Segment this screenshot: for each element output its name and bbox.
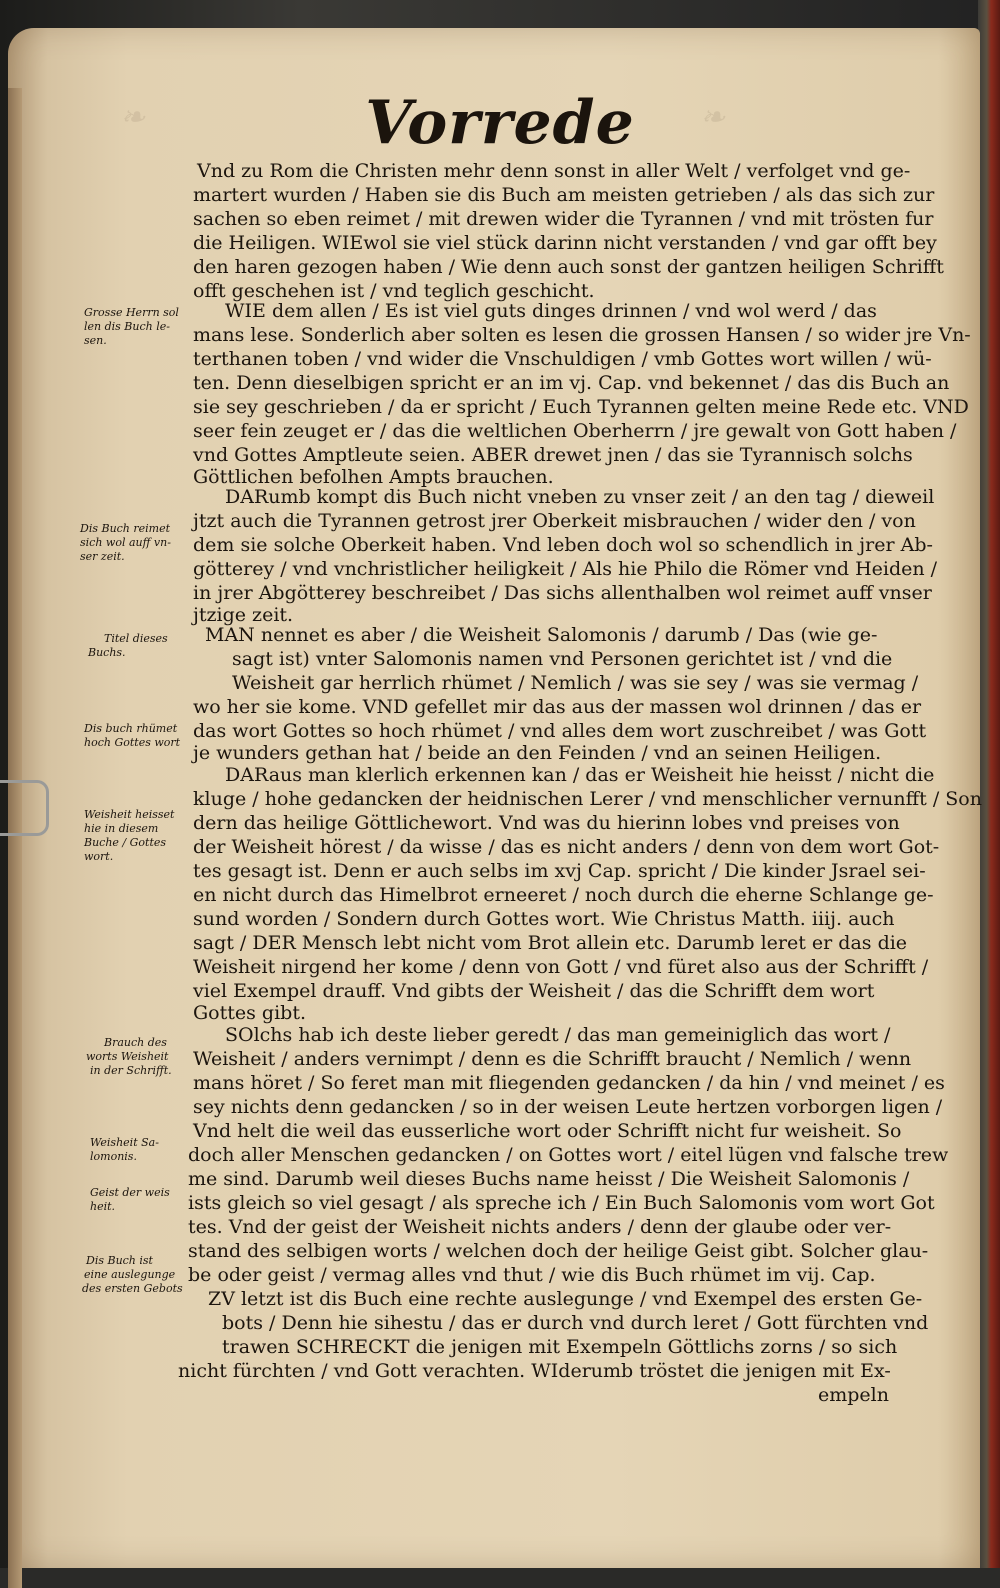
margin-note: Dis Buch ist (86, 1254, 153, 1267)
text-line: be oder geist / vermag alles vnd thut / wie dis Buch rhümet im vij. Cap. (188, 1264, 876, 1286)
text-line: götterey / vnd vnchristlicher heiligkeit / Als hie Philo die Römer vnd Heiden / (193, 558, 938, 580)
bleed-through-left: ❧ (120, 100, 146, 135)
margin-note: hoch Gottes wort (84, 736, 181, 749)
text-line: Weisheit / anders vernimpt / denn es die Schrifft braucht / Nemlich / wenn (193, 1048, 912, 1070)
text-line: ten. Denn dieselbigen spricht er an im vj. Cap. vnd bekennet / das dis Buch an (193, 372, 950, 394)
text-line: Göttlichen befolhen Ampts brauchen. (193, 466, 554, 488)
text-line: tes gesagt ist. Denn er auch selbs im xvj Cap. spricht / Die kinder Jsrael sei- (193, 860, 926, 882)
text-line: Weisheit nirgend her kome / denn von Gott / vnd füret also aus der Schrifft / (193, 956, 929, 978)
text-line: Vnd zu Rom die Christen mehr denn sonst in aller Welt / verfolget vnd ge- (197, 160, 911, 182)
margin-note: Geist der weis (90, 1186, 170, 1199)
text-line: in jrer Abgötterey beschreibet / Das sichs allenthalben wol reimet auff vnser (193, 582, 932, 604)
text-line: sund worden / Sondern durch Gottes wort. Wie Christus Matth. iiij. auch (193, 908, 895, 930)
margin-note: des ersten Gebots (82, 1282, 183, 1295)
margin-note: Weisheit heisset (84, 808, 175, 821)
margin-note: hie in diesem (84, 822, 159, 835)
text-line: nicht fürchten / vnd Gott verachten. WIderumb tröstet die jenigen mit Ex- (178, 1360, 891, 1382)
margin-note: Weisheit Sa- (90, 1136, 159, 1149)
margin-note: Buchs. (88, 646, 126, 659)
text-line: dem sie solche Oberkeit haben. Vnd leben doch wol so schendlich in jrer Ab- (193, 534, 933, 556)
text-line: terthanen toben / vnd wider die Vnschuldigen / vmb Gottes wort willen / wü- (193, 348, 932, 370)
text-line: ZV letzt ist dis Buch eine rechte auslegunge / vnd Exempel des ersten Ge- (208, 1288, 923, 1310)
margin-note: ser zeit. (80, 550, 125, 563)
text-line: jtzige zeit. (193, 604, 294, 626)
text-line: viel Exempel drauff. Vnd gibts der Weisheit / das die Schrifft dem wort (193, 980, 875, 1002)
text-line: sagt / DER Mensch lebt nicht vom Brot allein etc. Darumb leret er das die (193, 932, 908, 954)
text-line: dern das heilige Göttlichewort. Vnd was du hierinn lobes vnd preises von (193, 812, 900, 834)
catchword: empeln (818, 1384, 889, 1406)
text-line: tes. Vnd der geist der Weisheit nichts anders / denn der glaube oder ver- (188, 1216, 892, 1238)
margin-note: Grosse Herrn sol (84, 306, 179, 319)
margin-note: Titel dieses (104, 632, 168, 645)
text-line: me sind. Darumb weil dieses Buchs name heisst / Die Weisheit Salomonis / (188, 1168, 910, 1190)
text-line: trawen SCHRECKT die jenigen mit Exempeln Göttlichs zorns / so sich (222, 1336, 898, 1358)
text-line: ists gleich so viel gesagt / als spreche ich / Ein Buch Salomonis vom wort Got (188, 1192, 935, 1214)
text-line: offt geschehen ist / vnd teglich geschicht. (193, 280, 595, 302)
text-line: je wunders gethan hat / beide an den Feinden / vnd an seinen Heiligen. (193, 742, 882, 764)
text-line: WIE dem allen / Es ist viel guts dinges drinnen / vnd wol werd / das (225, 300, 877, 322)
text-line: en nicht durch das Himelbrot erneeret / noch durch die eherne Schlange ge- (193, 884, 934, 906)
text-line: mans höret / So feret man mit fliegenden gedancken / da hin / vnd meinet / es (193, 1072, 945, 1094)
text-line: mans lese. Sonderlich aber solten es lesen die grossen Hansen / so wider jre Vn- (193, 324, 971, 346)
margin-note: Dis Buch reimet (80, 522, 171, 535)
margin-note: wort. (84, 850, 114, 863)
margin-note: lomonis. (90, 1150, 137, 1163)
margin-note: sich wol auff vn- (80, 536, 171, 549)
text-line: der Weisheit hörest / da wisse / das es nicht anders / denn von dem wort Got- (193, 836, 940, 858)
text-line: stand des selbigen worts / welchen doch der heilige Geist gibt. Solcher glau- (188, 1240, 929, 1262)
text-line: kluge / hohe gedancken der heidnischen Lerer / vnd menschlicher vernunfft / Son (193, 788, 982, 810)
text-line: sachen so eben reimet / mit drewen wider die Tyrannen / vnd mit trösten fur (193, 208, 934, 230)
text-line: SOlchs hab ich deste lieber geredt / das man gemeiniglich das wort / (225, 1024, 891, 1046)
text-line: das wort Gottes so hoch rhümet / vnd alles dem wort zuschreibet / was Gott (193, 720, 927, 742)
margin-note: in der Schrifft. (90, 1064, 172, 1077)
margin-note: Buche / Gottes (84, 836, 167, 849)
margin-note: len dis Buch le- (84, 320, 170, 333)
margin-note: eine auslegunge (84, 1268, 176, 1281)
text-line: wo her sie kome. VND gefellet mir das aus der massen wol drinnen / das er (193, 696, 922, 718)
text-line: sagt ist) vnter Salomonis namen vnd Personen gerichtet ist / vnd die (232, 648, 893, 670)
text-line: DARaus man klerlich erkennen kan / das er Weisheit hie heisst / nicht die (225, 764, 935, 786)
bleed-through-right: ❧ (700, 100, 726, 135)
margin-note: Dis buch rhümet (84, 722, 178, 735)
margin-note: heit. (90, 1200, 116, 1213)
text-line: den haren gezogen haben / Wie denn auch sonst der gantzen heiligen Schrifft (193, 256, 944, 278)
text-line: sie sey geschrieben / da er spricht / Euch Tyrannen gelten meine Rede etc. VND (193, 396, 969, 418)
text-line: martert wurden / Haben sie dis Buch am meisten getrieben / als das sich zur (193, 184, 935, 206)
text-line: sey nichts denn gedancken / so in der weisen Leute hertzen vorborgen ligen / (193, 1096, 943, 1118)
text-line: doch aller Menschen gedancken / on Gottes wort / eitel lügen vnd falsche trew (188, 1144, 949, 1166)
text-line: DARumb kompt dis Buch nicht vneben zu vnser zeit / an den tag / dieweil (225, 486, 935, 508)
text-line: Weisheit gar herrlich rhümet / Nemlich / was sie sey / was sie vermag / (232, 672, 919, 694)
text-line: Gottes gibt. (193, 1002, 306, 1024)
margin-note: sen. (84, 334, 107, 347)
text-line: jtzt auch die Tyrannen getrost jrer Oberkeit misbrauchen / wider den / von (193, 510, 916, 532)
text-line: die Heiligen. WIEwol sie viel stück darinn nicht verstanden / vnd gar offt bey (193, 232, 937, 254)
text-line: seer fein zeuget er / das die weltlichen Oberherrn / jre gewalt von Gott haben / (193, 420, 957, 442)
page-title: Vorrede (365, 88, 635, 158)
text-line: Vnd helt die weil das eusserliche wort oder Schrifft nicht fur weisheit. So (193, 1120, 902, 1142)
margin-note: Brauch des (104, 1036, 167, 1049)
text-line: bots / Denn hie sihestu / das er durch vnd durch leret / Gott fürchten vnd (222, 1312, 929, 1334)
text-line: vnd Gottes Amptleute seien. ABER drewet jnen / das sie Tyrannisch solchs (193, 444, 913, 466)
margin-note: worts Weisheit (86, 1050, 169, 1063)
text-line: MAN nennet es aber / die Weisheit Salomonis / darumb / Das (wie ge- (205, 624, 878, 646)
